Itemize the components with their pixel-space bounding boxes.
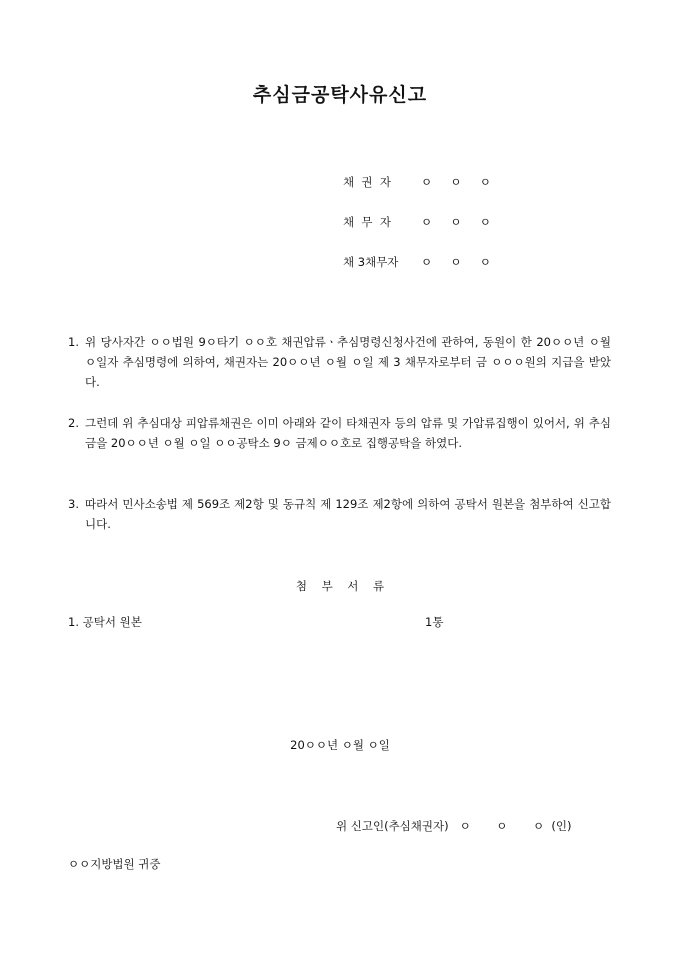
paragraph-number: 3.: [68, 497, 79, 511]
party-debtor: [343, 214, 491, 230]
paragraph-2: [68, 413, 611, 453]
party-third-debtor: [343, 254, 491, 270]
attachment-item-name: 1. 공탁서 원본: [68, 615, 142, 629]
party-label: 채 3채무자: [343, 255, 399, 269]
party-label: 채 권 자: [343, 175, 391, 189]
party-value: ㅇ ㅇ ㅇ: [421, 175, 491, 189]
attachment-item-quantity: 1통: [425, 615, 444, 629]
party-value: ㅇ ㅇ ㅇ: [421, 215, 491, 229]
paragraph-text: 위 당사자간 ㅇㅇ법원 9ㅇ타기 ㅇㅇ호 채권압류ㆍ추심명령신청사건에 관하여, 동원이 한 20ㅇㅇ년 ㅇ월 ㅇ일자 추심명령에 의하여, 채권자는 20ㅇㅇ년 ㅇ월 ㅇ일 제 3 채무자로부터 금 ㅇㅇㅇ원의 지급을 받았다.: [85, 335, 611, 389]
court-recipient: ㅇㅇ지방법원 귀중: [68, 857, 161, 871]
signer-line: 위 신고인(추심채권자) ㅇ ㅇ ㅇ (인): [336, 819, 572, 833]
document-date: 20ㅇㅇ년 ㅇ월 ㅇ일: [290, 738, 390, 752]
attachments-heading: 첨 부 서 류: [295, 579, 385, 593]
paragraph-3: [68, 494, 611, 534]
paragraph-1: [68, 332, 611, 392]
party-creditor: [343, 174, 491, 190]
paragraph-text: 그런데 위 추심대상 피압류채권은 이미 아래와 같이 타채권자 등의 압류 및 가압류집행이 있어서, 위 추심금을 20ㅇㅇ년 ㅇ월 ㅇ일 ㅇㅇ공탁소 9ㅇ 금제ㅇㅇ호로 집행공탁을 하였다.: [85, 416, 611, 450]
paragraph-number: 1.: [68, 335, 79, 349]
paragraph-number: 2.: [68, 416, 79, 430]
party-value: ㅇ ㅇ ㅇ: [421, 255, 491, 269]
party-label: 채 무 자: [343, 215, 391, 229]
document-title: 추심금공탁사유신고: [252, 84, 428, 106]
paragraph-text: 따라서 민사소송법 제 569조 제2항 및 동규칙 제 129조 제2항에 의하여 공탁서 원본을 첨부하여 신고합니다.: [85, 497, 611, 531]
